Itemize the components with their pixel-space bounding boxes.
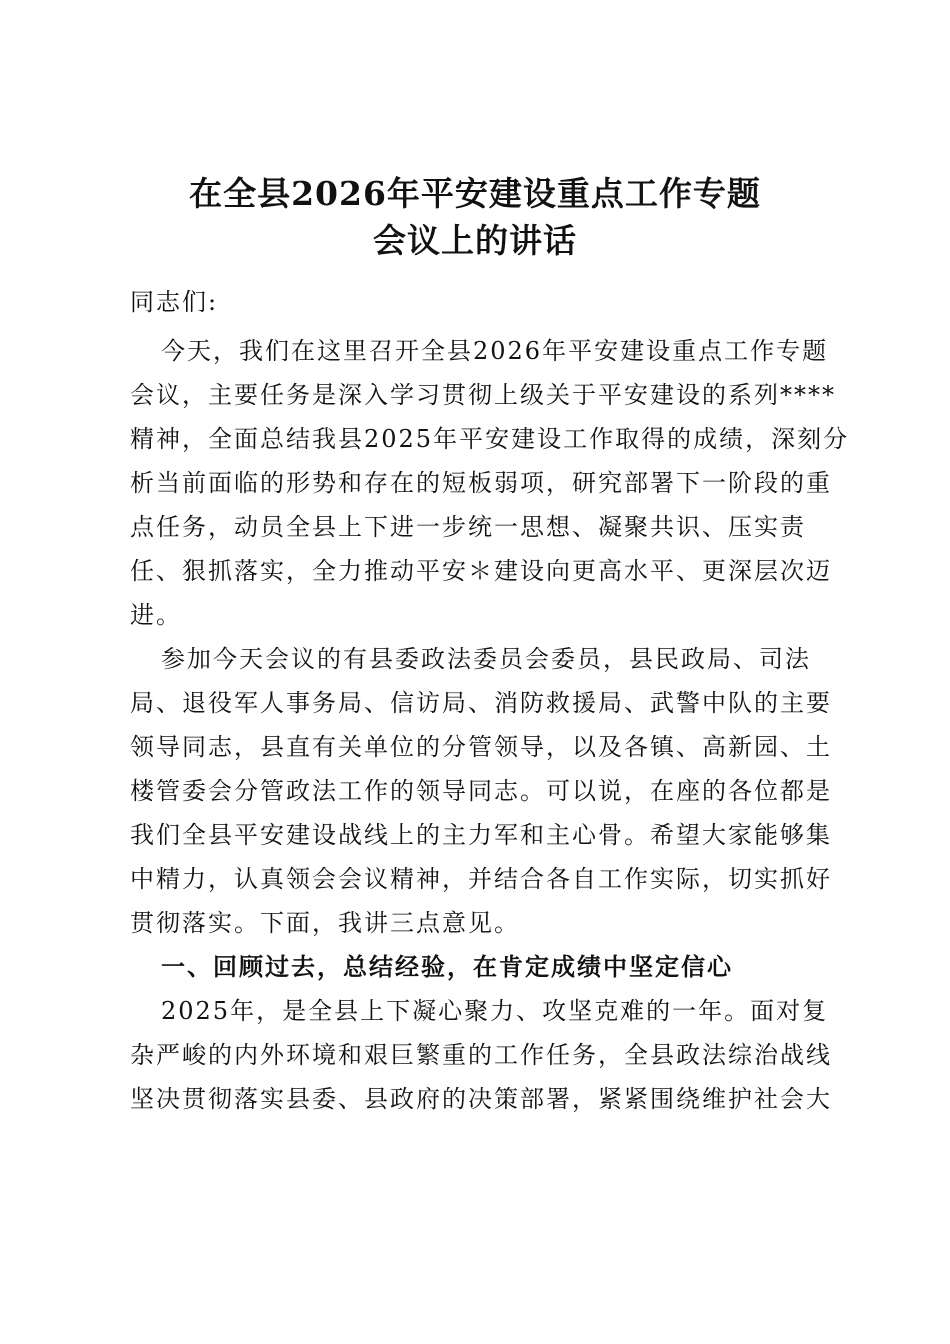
paragraph-1-line: 今天，我们在这里召开全县2026年平安建设重点工作专题 <box>161 337 829 365</box>
paragraph-1-line: 精神，全面总结我县2025年平安建设工作取得的成绩，深刻分 <box>130 425 850 453</box>
paragraph-2-line: 我们全县平安建设战线上的主力军和主心骨。希望大家能够集 <box>130 821 832 849</box>
paragraph-1-line: 进。 <box>130 601 182 629</box>
document-title-line-1: 在全县2026年平安建设重点工作专题 <box>189 174 761 213</box>
salutation: 同志们: <box>130 288 219 316</box>
paragraph-2-line: 楼管委会分管政法工作的领导同志。可以说，在座的各位都是 <box>130 777 832 805</box>
paragraph-1-line: 会议，主要任务是深入学习贯彻上级关于平安建设的系列**** <box>130 381 836 409</box>
paragraph-2-line: 参加今天会议的有县委政法委员会委员，县民政局、司法 <box>161 645 811 673</box>
paragraph-3-line: 坚决贯彻落实县委、县政府的决策部署，紧紧围绕维护社会大 <box>130 1085 832 1113</box>
paragraph-2-line: 贯彻落实。下面，我讲三点意见。 <box>130 909 520 937</box>
paragraph-2-line: 中精力，认真领会会议精神，并结合各自工作实际，切实抓好 <box>130 865 832 893</box>
paragraph-1-line: 任、狠抓落实，全力推动平安＊建设向更高水平、更深层次迈 <box>130 557 832 585</box>
paragraph-2-line: 局、退役军人事务局、信访局、消防救援局、武警中队的主要 <box>130 689 832 717</box>
paragraph-3-line: 2025年，是全县上下凝心聚力、攻坚克难的一年。面对复 <box>161 997 829 1025</box>
paragraph-3-line: 杂严峻的内外环境和艰巨繁重的工作任务，全县政法综治战线 <box>130 1041 832 1069</box>
paragraph-1-line: 点任务，动员全县上下进一步统一思想、凝聚共识、压实责 <box>130 513 806 541</box>
document-title-line-2: 会议上的讲话 <box>373 221 577 260</box>
section-1-heading: 一、回顾过去，总结经验，在肯定成绩中坚定信心 <box>161 952 733 981</box>
paragraph-1-line: 析当前面临的形势和存在的短板弱项，研究部署下一阶段的重 <box>130 469 832 497</box>
paragraph-2-line: 领导同志，县直有关单位的分管领导，以及各镇、高新园、土 <box>130 733 832 761</box>
